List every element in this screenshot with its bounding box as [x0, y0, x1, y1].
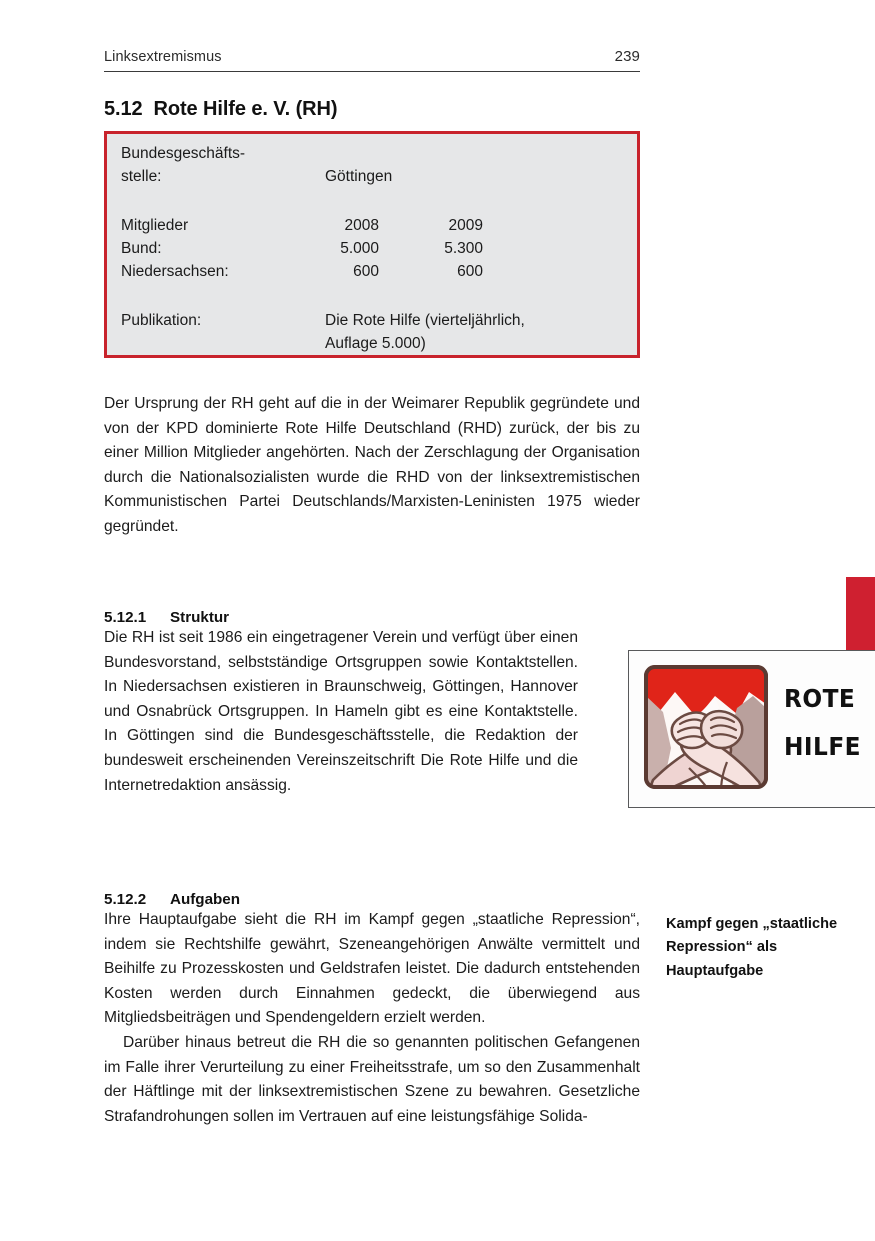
logo-word-hilfe: HILFE [784, 732, 862, 761]
members-year-2008: 2008 [344, 217, 379, 234]
page-title [104, 98, 337, 121]
clasped-arms-emblem-icon [641, 662, 771, 792]
publication-label: Publikation: [121, 312, 202, 329]
running-head-rule [104, 71, 640, 72]
figure-rote-hilfe-logo [628, 650, 875, 808]
running-head [104, 48, 640, 65]
figure-inner [629, 651, 875, 807]
organization-info-box [104, 131, 640, 358]
niedersachsen-label: Niedersachsen: [121, 263, 229, 280]
publication-value-line2: Auflage 5.000) [325, 335, 426, 352]
running-head-title: Linksextremismus [104, 49, 222, 65]
chapter-number: 5.12 [104, 98, 143, 121]
chapter-title: Rote Hilfe e. V. (RH) [153, 98, 338, 121]
section-number-aufgaben: 5.12.2 [104, 890, 147, 908]
intro-paragraph: Der Ursprung der RH geht auf die in der Weimarer Republik gegründete und von der KPD dominierte Rote Hilfe Deutschland (RHD) zurück, der bis zu einer Million Mitglieder angehörten. Nach der Zerschlagung der Organisation durch die Nationalsozialisten wurde die RHD von der linksextremistischen Kommunistischen Partei Deutschlands/Marxisten-Leninisten 1975 wieder gegründet. [104, 395, 640, 535]
aufgaben-paragraph-2: Darüber hinaus betreut die RH die so genannten politischen Gefangenen im Falle ihrer Verurteilung zu einer Freiheitsstrafe, um so den Zusammenhalt der Häftlinge mit der linksextremistischen Szene zu bewahren. Gesetzliche Strafandrohungen sollen im Vertrauen auf eine leistungsfähige Solida- [104, 1033, 640, 1125]
section-title-aufgaben: Aufgaben [170, 890, 241, 908]
logo-word-rote: ROTE [784, 684, 856, 713]
organization-info-box-content [107, 134, 637, 355]
section-heading-struktur [104, 609, 229, 626]
office-value: Göttingen [325, 168, 393, 185]
members-year-2009: 2009 [448, 217, 483, 234]
members-label: Mitglieder [121, 217, 189, 234]
section-heading-aufgaben [104, 891, 240, 908]
niedersachsen-value-2008: 600 [353, 263, 379, 280]
struktur-paragraph: Die RH ist seit 1986 ein eingetragener Verein und verfügt über einen Bundesvorstand, selbstständige Ortsgruppen sowie Kontaktstellen. In Niedersachsen existieren in Braunschweig, Göttingen, Hannover und Osnabrück Ortsgruppen. In Hameln gibt es eine Kontaktstelle. In Göttingen sind die Bundesgeschäftsstelle, die Redaktion der bundesweit erscheinenden Vereinszeitschrift Die Rote Hilfe und die Internetredaktion ansässig. [104, 629, 578, 794]
struktur-paragraph-block [104, 626, 578, 798]
bund-label: Bund: [121, 240, 162, 257]
section-title-struktur: Struktur [170, 608, 230, 626]
section-number-struktur: 5.12.1 [104, 608, 147, 626]
intro-paragraph-block [104, 392, 640, 540]
aufgaben-paragraph-1: Ihre Hauptaufgabe sieht die RH im Kampf gegen „staatliche Repression“, indem sie Rechtshilfe gewährt, Szeneangehörigen Anwälte vermittelt und Beihilfe zu Prozesskosten und Geldstrafen leistet. Die dadurch entstehenden Kosten werden durch Einnahmen gedeckt, die überwiegend aus Mitgliedsbeiträgen und Spendengeldern erzielt werden. [104, 911, 640, 1027]
publication-value-line1: Die Rote Hilfe (vierteljährlich, [325, 312, 525, 329]
bund-value-2008: 5.000 [340, 240, 379, 257]
aufgaben-paragraph-block [104, 908, 640, 1129]
office-label-line1: Bundesgeschäfts- [121, 145, 246, 162]
margin-note: Kampf gegen „staatliche Repression“ als Hauptaufgabe [666, 916, 838, 979]
page-number: 239 [614, 48, 640, 65]
office-label-line2: stelle: [121, 168, 162, 185]
bund-value-2009: 5.300 [444, 240, 483, 257]
logo-wordmark [784, 675, 866, 771]
niedersachsen-value-2009: 600 [457, 263, 483, 280]
